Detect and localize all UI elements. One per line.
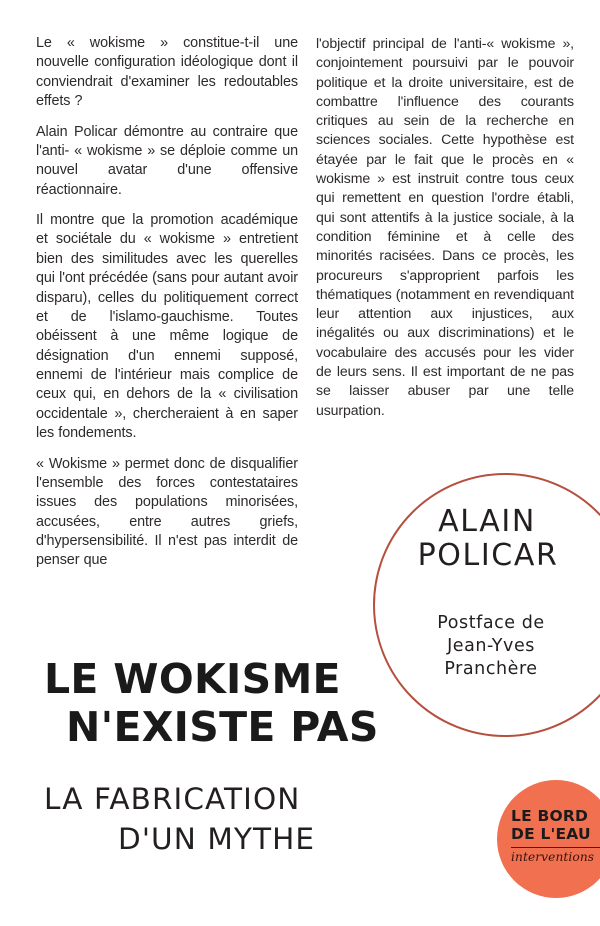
title-line-1: LE WOKISME xyxy=(44,655,341,703)
postface-label: Postface de xyxy=(437,613,545,633)
book-title xyxy=(44,655,444,752)
blurb-paragraph: l'objectif principal de l'anti-« wokisme », conjointement poursuivi par le pouvoir politique et la droite universitaire, est de combattre l'influence des courants critiques au sein de la recherche en sciences sociales. Cette hypothèse est étayée par le fait que le procès en « wokisme » est instruit contre tous ceux qui remettent en question l'ordre établi, qui sont attentifs à la justice sociale, à la condition féminine et à celle des minorités racisées. Dans ce procès, les procureurs s'approprient parfois les thématiques (notamment en revendiquant leur attention aux injustices, aux inégalités ou aux discriminations) et le vocabulaire des accusés pour les vider de leurs sens. Il est important de ne pas se laisser abuser par une telle usurpation. xyxy=(316,35,574,418)
book-subtitle xyxy=(44,780,444,860)
publisher-name-line-1: LE BORD xyxy=(511,807,589,825)
title-line-2: N'EXISTE PAS xyxy=(66,703,379,752)
author-name-block xyxy=(395,505,585,572)
author-firstname: ALAIN xyxy=(438,504,536,539)
subtitle-line-1: LA FABRICATION xyxy=(44,782,301,816)
publisher-name-line-2: DE L'EAU xyxy=(511,824,591,843)
postface-author-lastname: Pranchère xyxy=(444,659,538,680)
author-lastname: POLICAR xyxy=(417,537,559,573)
publisher-collection: interventions xyxy=(511,850,595,865)
blurb-right-column xyxy=(316,34,574,420)
blurb-left-column xyxy=(36,34,298,571)
subtitle-line-2: D'UN MYTHE xyxy=(118,821,316,856)
blurb-paragraph: « Wokisme » permet donc de disqualifier l'ensemble des forces contestataires issues des populations minorisées, accusées, entre autres griefs, d'hypersensibilité. Il n'est pas interdit de penser que xyxy=(36,455,298,569)
publisher-logo-divider xyxy=(511,847,600,848)
blurb-paragraph: Le « wokisme » constitue-t-il une nouvelle configuration idéologique dont il conviendrait d'examiner les redoutables effets ? xyxy=(36,35,298,110)
publisher-logo-content xyxy=(511,808,600,864)
publisher-logo xyxy=(497,780,600,898)
postface-author-firstname: Jean-Yves xyxy=(447,636,535,657)
blurb-paragraph: Il montre que la promotion académique et sociétale du « wokisme » entretient bien des similitudes avec les querelles qui l'ont précédée (sans pour autant avoir disparu), celles du politiquement correct et de l'islamo-gauchisme. Toutes obéissent à une même logique de désignation d'un ennemi supposé, ennemi de l'intérieur mais complice de ceux qui, en dehors de la « civilisation occidentale », chercheraient à en saper les fondements. xyxy=(36,212,298,442)
blurb-paragraph: Alain Policar démontre au contraire que l'anti- « wokisme » se déploie comme un nouvel avatar d'une offensive réactionnaire. xyxy=(36,123,298,198)
